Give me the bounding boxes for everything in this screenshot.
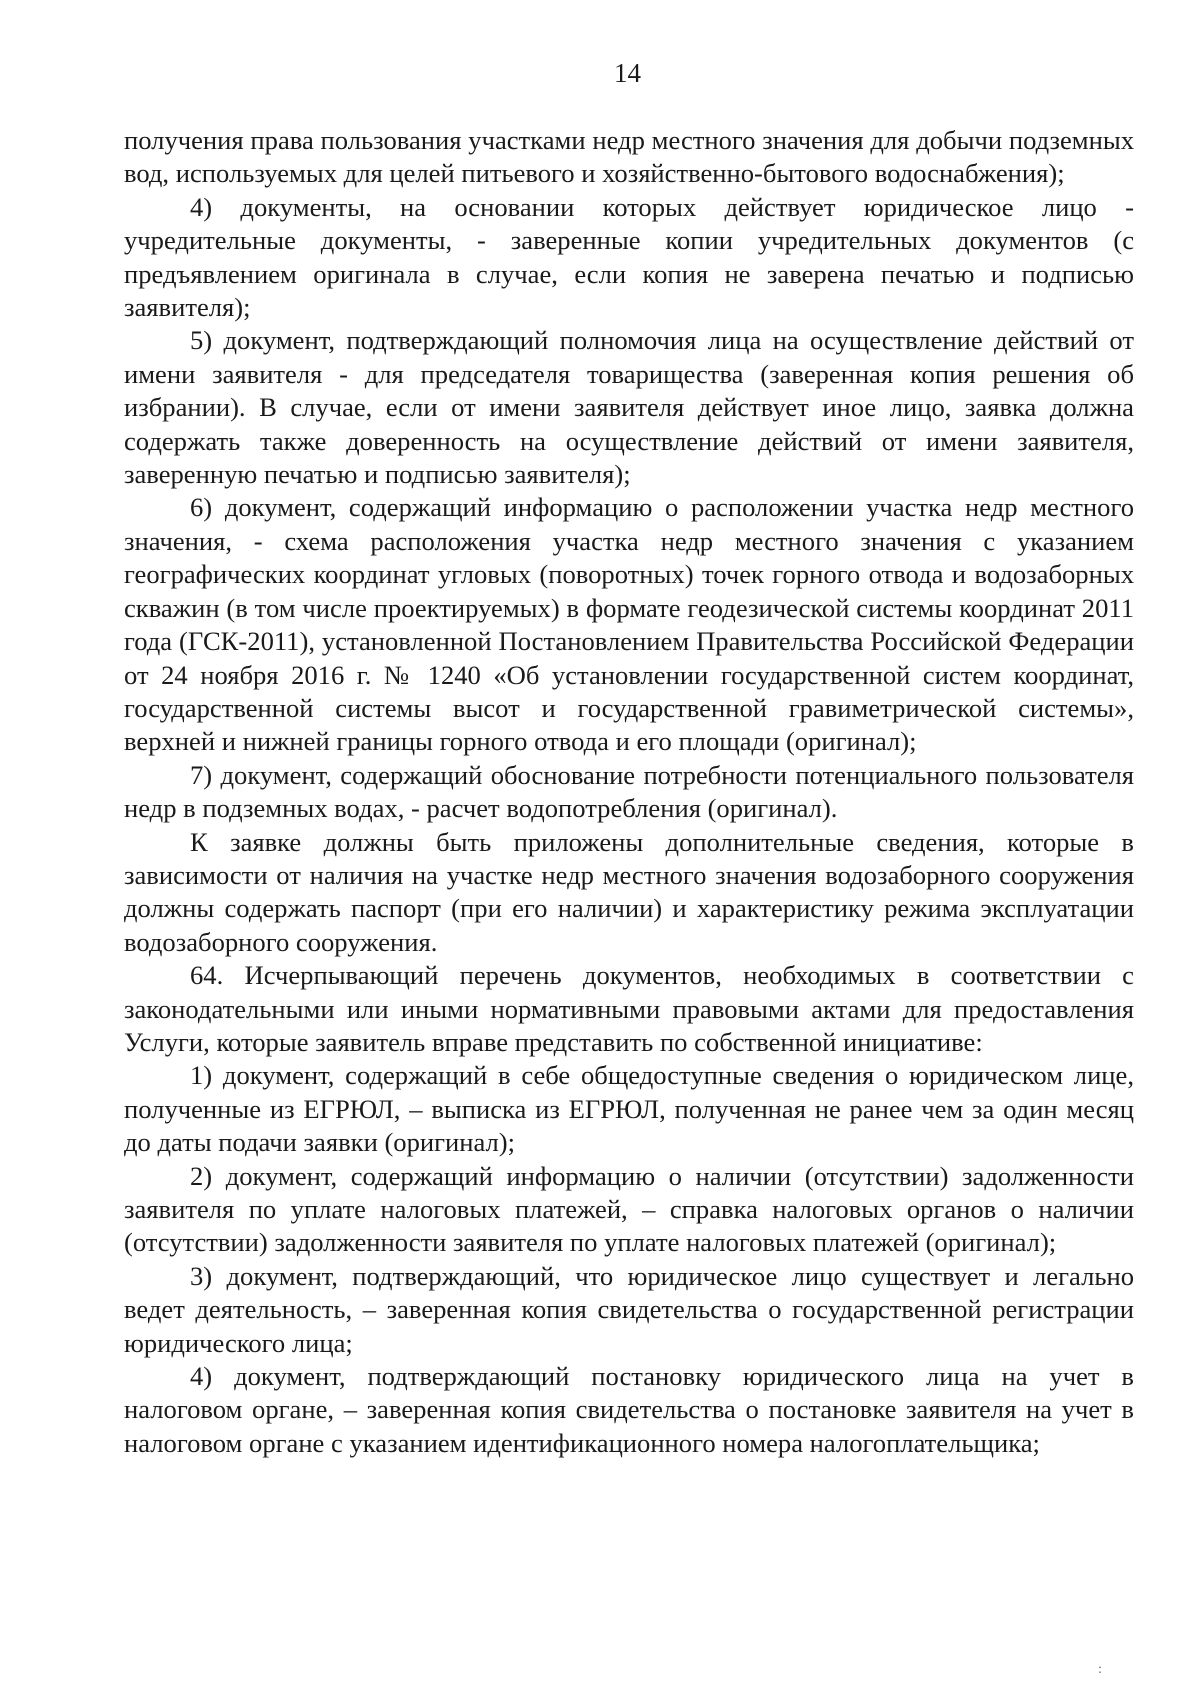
paragraph-additional-info: К заявке должны быть приложены дополнительные сведения, которые в зависимости от наличия на участке недр местного значения водозаборного сооружения должны содержать паспорт (при его наличии) и характеристику режима эксплуатации водозаборного сооружения. (124, 826, 1134, 957)
paragraph-item-2-tax-debt: 2) документ, содержащий информацию о наличии (отсутствии) задолженности заявителя по уплате налоговых платежей, – справка налоговых органов о наличии (отсутствии) задолженности заявителя по уплате налоговых платежей (оригинал); (124, 1160, 1134, 1258)
body-text (124, 124, 1134, 1460)
paragraph-item-5-authority-document: 5) документ, подтверждающий полномочия лица на осуществление действий от имени заявителя - для председателя товарищества (заверенная копия решения об избрании). В случае, если от имени заявителя действует иное лицо, заявка должна содержать также доверенность на осуществление действий от имени заявителя, заверенную печатью и подписью заявителя); (124, 325, 1134, 490)
page-number: 14 (614, 58, 641, 88)
paragraph-item-1-egrul: 1) документ, содержащий в себе общедоступные сведения о юридическом лице, полученные из ЕГРЮЛ, – выписка из ЕГРЮЛ, полученная не ранее чем за один месяц до даты подачи заявки (оригинал); (124, 1060, 1134, 1158)
paragraph-item-4-tax-registration: 4) документ, подтверждающий постановку юридического лица на учет в налоговом органе, – заверенная копия свидетельства о постановке заявителя на учет в налоговом органе с указанием идентификационного номера налогоплательщика; (124, 1361, 1134, 1458)
scan-mark: : (1098, 1662, 1102, 1677)
paragraph-item-3-registration: 3) документ, подтверждающий, что юридическое лицо существует и легально ведет деятельность, – заверенная копия свидетельства о государственной регистрации юридического лица; (124, 1260, 1134, 1358)
paragraph-item-6-location-document: 6) документ, содержащий информацию о расположении участка недр местного значения, - схема расположения участка недр местного значения с указанием географических координат угловых (поворотных) точек горного отвода и водозаборных скважин (в том числе проектируемых) в формате геодезической системы координат 2011 года (ГСК-2011), установленной Постановлением Правительства Российской Федерации от 24 ноября 2016 г. № 1240 «Об установлении государственной систем координат, государственной системы высот и государственной гравиметрической системы», верхней и нижней границы горного отвода и его площади (оригинал); (124, 492, 1134, 757)
paragraph-item-7-water-demand: 7) документ, содержащий обоснование потребности потенциального пользователя недр в подземных водах, - расчет водопотребления (оригинал). (124, 759, 1134, 824)
paragraph-section-64: 64. Исчерпывающий перечень документов, необходимых в соответствии с законодательными или иными нормативными правовыми актами для предоставления Услуги, которые заявитель вправе представить по собственной инициативе: (124, 960, 1134, 1057)
paragraph-continuation: получения права пользования участками недр местного значения для добычи подземных вод, используемых для целей питьевого и хозяйственно-бытового водоснабжения); (124, 125, 1134, 189)
paragraph-item-4-founding-documents: 4) документы, на основании которых действует юридическое лицо - учредительные документы, - заверенные копии учредительных документов (с предъявлением оригинала в случае, если копия не заверена печатью и подписью заявителя); (124, 191, 1134, 323)
